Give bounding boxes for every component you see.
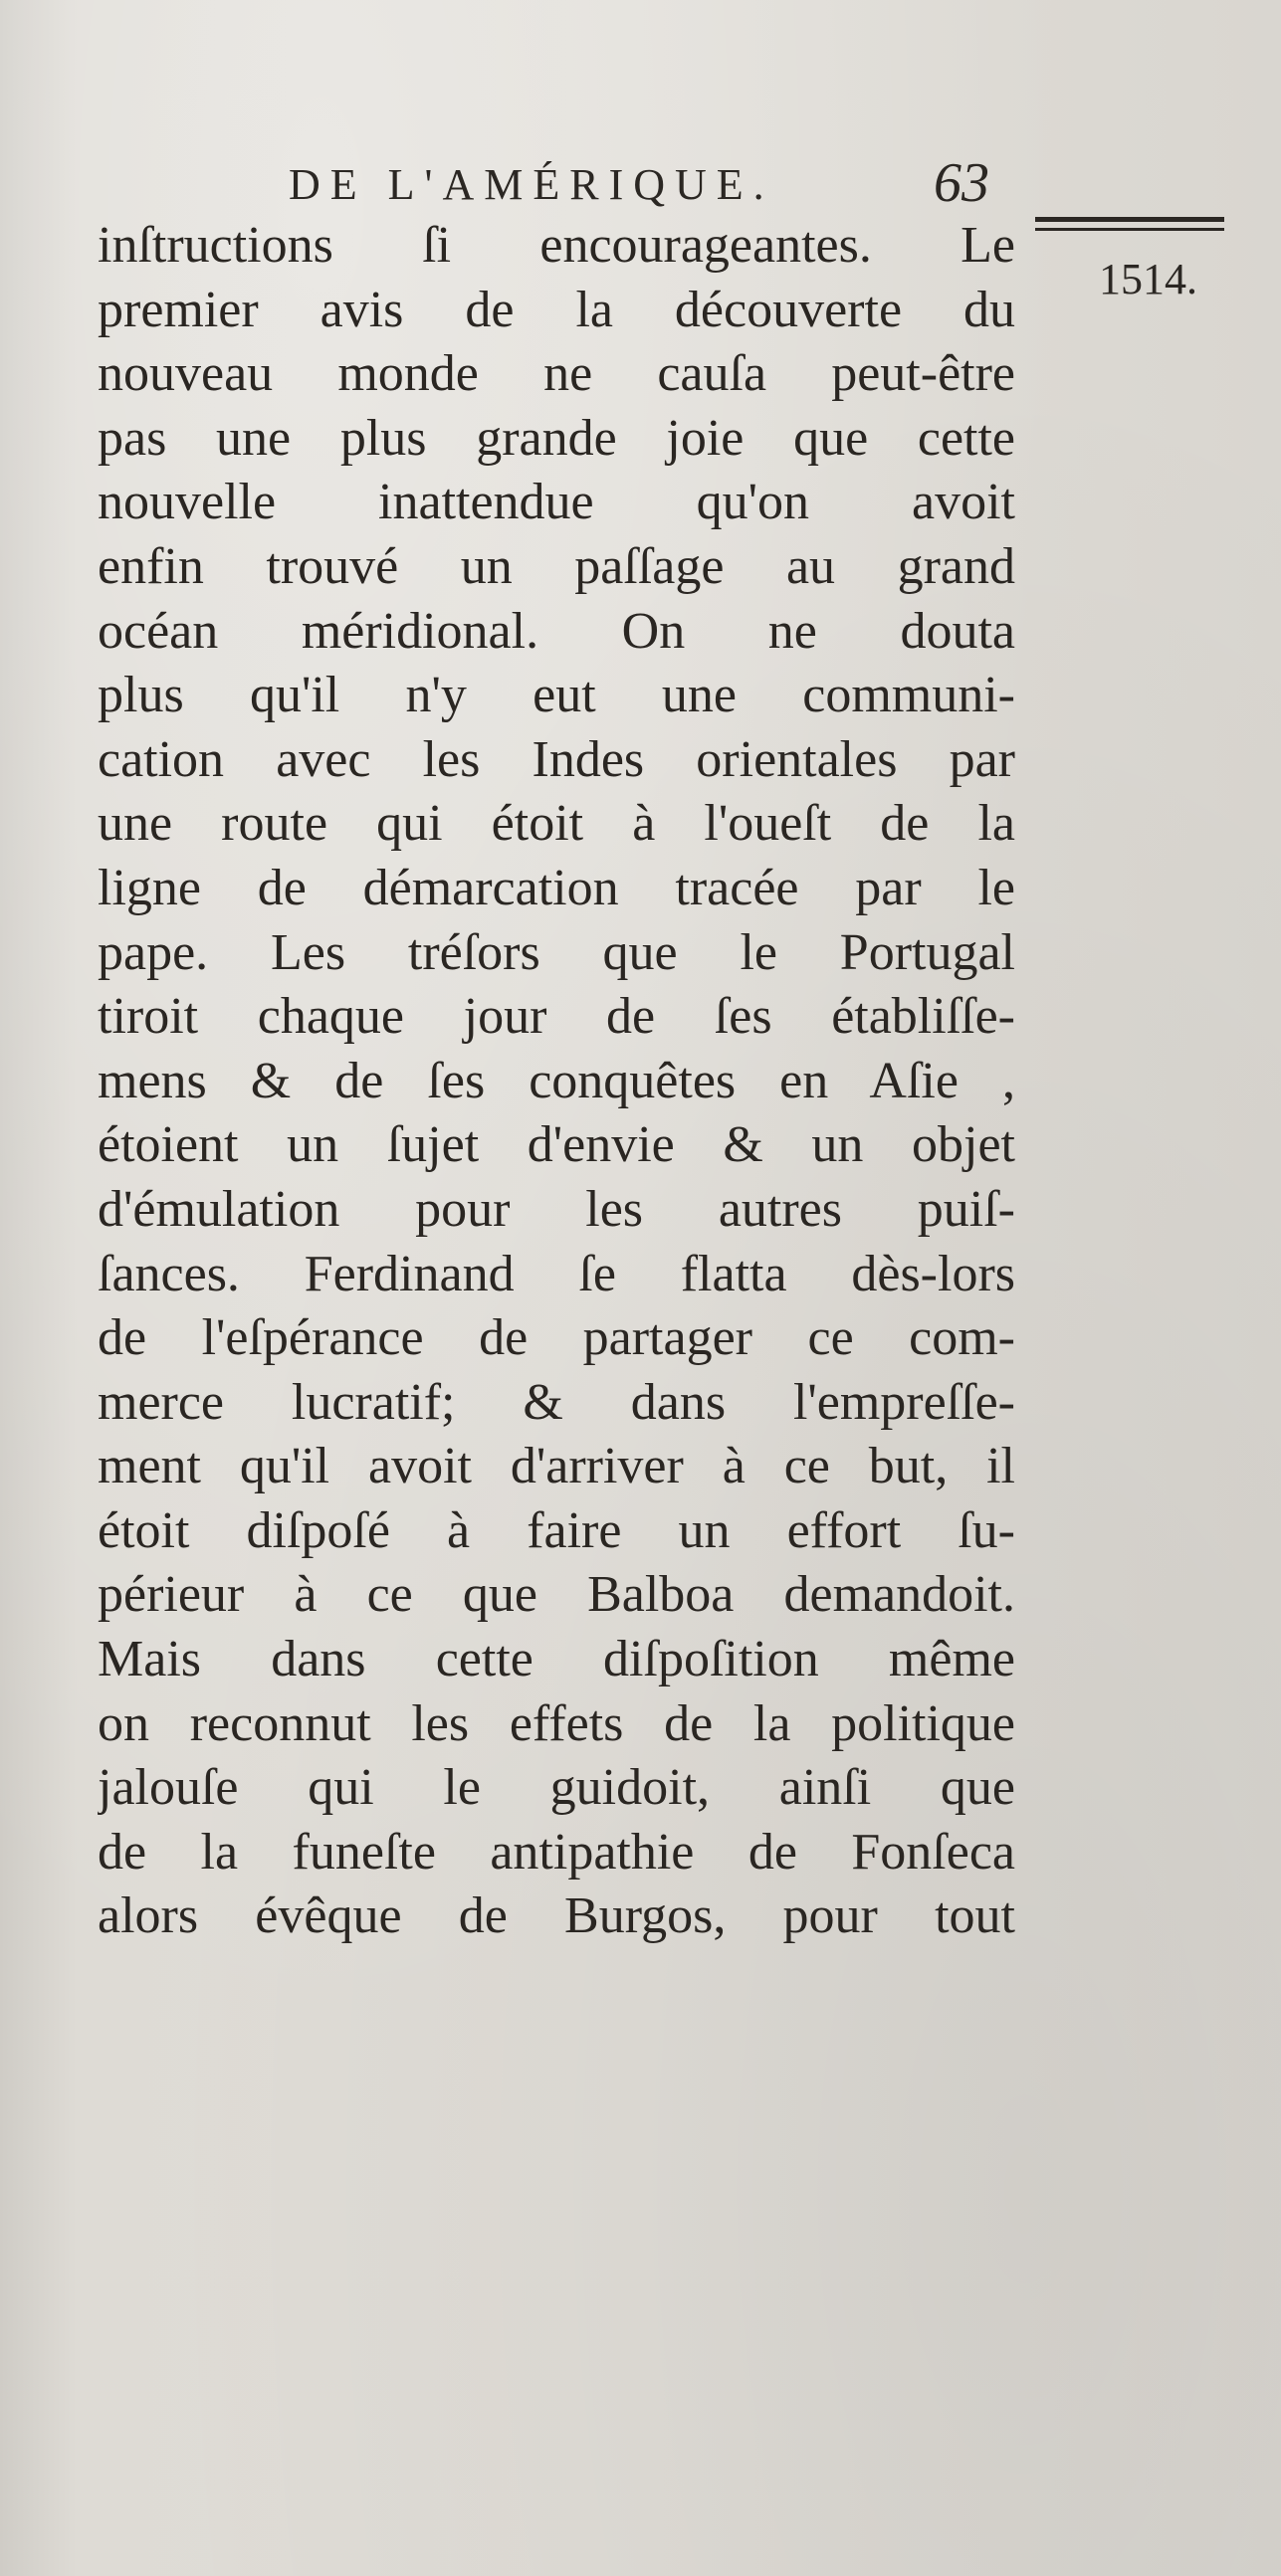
text-line: ment qu'il avoit d'arriver à ce but, il [98,1438,1015,1495]
text-line: tiroit chaque jour de ſes établiſſe- [98,988,1015,1046]
margin-rule [1035,217,1224,231]
text-line: jalouſe qui le guidoit, ainſi que [98,1759,1015,1817]
text-line: enfin trouvé un paſſage au grand [98,537,1015,595]
text-line: d'émulation pour les autres puiſ- [98,1180,1015,1238]
text-line: mens & de ſes conquêtes en Aſie , [98,1052,1015,1109]
text-line: pas une plus grande joie que cette [98,409,1015,467]
running-title: DE L'AMÉRIQUE. [289,160,774,209]
text-line: merce lucratif; & dans l'empreſſe- [98,1373,1015,1431]
text-line: on reconnut les effets de la politique [98,1694,1015,1752]
text-line: de l'eſpérance de partager ce com- [98,1309,1015,1367]
text-line: océan méridional. On ne douta [98,602,1015,660]
text-line: ſances. Ferdinand ſe flatta dès-lors [98,1245,1015,1302]
text-line: nouveau monde ne cauſa peut-être [98,345,1015,403]
margin-year-note: 1514. [1099,255,1197,303]
page-number: 63 [934,152,989,214]
text-line: nouvelle inattendue qu'on avoit [98,474,1015,531]
text-line: de la funeſte antipathie de Fonſeca [98,1823,1015,1881]
text-line: une route qui étoit à l'oueſt de la [98,795,1015,853]
running-head [289,149,1020,214]
text-line: étoient un ſujet d'envie & un objet [98,1116,1015,1174]
text-line: cation avec les Indes orientales par [98,730,1015,788]
text-line: plus qu'il n'y eut une communi- [98,667,1015,724]
text-line: Mais dans cette diſpoſition même [98,1631,1015,1688]
text-line: inſtructions ſi encourageantes. Le [98,217,1015,274]
text-line: étoit diſpoſé à faire un effort ſu- [98,1501,1015,1559]
body-text [98,214,1015,1949]
text-line: pape. Les tréſors que le Portugal [98,923,1015,981]
text-line: premier avis de la découverte du [98,281,1015,338]
text-line: alors évêque de Burgos, pour tout [98,1887,1015,1945]
text-line: ligne de démarcation tracée par le [98,859,1015,916]
text-line: périeur à ce que Balboa demandoit. [98,1566,1015,1624]
